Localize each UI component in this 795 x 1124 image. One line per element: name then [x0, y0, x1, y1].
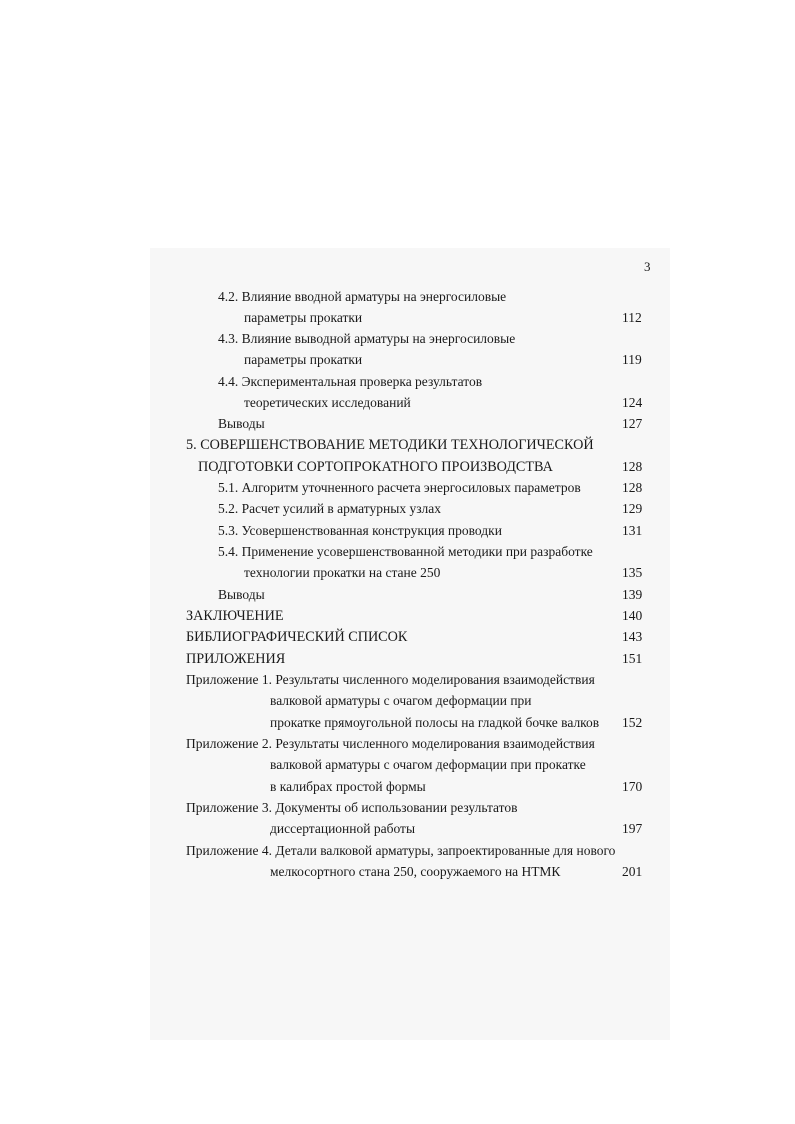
toc-entry-text: 5.1. Алгоритм уточненного расчета энергосиловых параметров — [218, 480, 581, 495]
toc-entry-text: Приложение 4. Детали валковой арматуры, запроектированные для нового — [186, 843, 616, 858]
toc-entry-text: валковой арматуры с очагом деформации при прокатке — [270, 757, 586, 772]
toc-entry-text: теоретических исследований — [244, 395, 411, 410]
toc-entry-page: 151 — [622, 651, 643, 666]
toc-entry-text: валковой арматуры с очагом деформации при — [270, 693, 532, 708]
toc-entry-text: Приложение 1. Результаты численного моделирования взаимодействия — [186, 672, 595, 687]
toc-entry-page: 128 — [622, 459, 643, 474]
toc-entry-text: параметры прокатки — [244, 352, 363, 367]
toc-entry-text: 5.4. Применение усовершенствованной методики при разработке — [218, 544, 593, 559]
toc-entry-page: 143 — [622, 629, 643, 644]
toc-chapter-heading: БИБЛИОГРАФИЧЕСКИЙ СПИСОК — [186, 629, 408, 645]
toc-entry-text: 5.3. Усовершенствованная конструкция проводки — [218, 523, 502, 538]
toc-entry-text: 5.2. Расчет усилий в арматурных узлах — [218, 501, 442, 516]
toc-entry-page: 131 — [622, 523, 643, 538]
toc-chapter-heading: 5. СОВЕРШЕНСТВОВАНИЕ МЕТОДИКИ ТЕХНОЛОГИЧЕСКОЙ — [186, 437, 594, 453]
toc-entry-page: 152 — [622, 715, 643, 730]
toc-chapter-heading: ПРИЛОЖЕНИЯ — [186, 651, 286, 667]
toc-entry-page: 128 — [622, 480, 643, 495]
toc-entry-text: Выводы — [218, 587, 265, 602]
toc-entry-page: 127 — [622, 416, 643, 431]
toc-entry-page: 201 — [622, 864, 643, 879]
toc-entry-page: 140 — [622, 608, 643, 623]
toc-entry-text: Приложение 2. Результаты численного моделирования взаимодействия — [186, 736, 595, 751]
toc-entry-text: технологии прокатки на стане 250 — [244, 565, 441, 580]
toc-entry-text: 4.4. Экспериментальная проверка результатов — [218, 374, 483, 389]
toc-chapter-heading: ПОДГОТОВКИ СОРТОПРОКАТНОГО ПРОИЗВОДСТВА — [198, 459, 553, 475]
toc-entry-page: 135 — [622, 565, 643, 580]
toc-entry-page: 139 — [622, 587, 643, 602]
toc-entry-page: 129 — [622, 501, 643, 516]
toc-entry-text: прокатке прямоугольной полосы на гладкой бочке валков — [270, 715, 600, 730]
toc-entry-page: 124 — [622, 395, 643, 410]
toc-entry-page: 170 — [622, 779, 643, 794]
toc-entry-text: 4.3. Влияние выводной арматуры на энергосиловые — [218, 331, 516, 346]
toc-entry-text: в калибрах простой формы — [270, 779, 426, 794]
toc-entry-text: 4.2. Влияние вводной арматуры на энергосиловые — [218, 289, 507, 304]
toc-entry-text: диссертационной работы — [270, 821, 416, 836]
toc-entry-text: мелкосортного стана 250, сооружаемого на НТМК — [270, 864, 561, 879]
toc-entry-text: параметры прокатки — [244, 310, 363, 325]
toc-entry-page: 119 — [622, 352, 642, 367]
toc-entry-page: 112 — [622, 310, 642, 325]
toc-entry-text: Выводы — [218, 416, 265, 431]
page-number: 3 — [644, 259, 651, 274]
toc-entry-page: 197 — [622, 821, 643, 836]
toc-entry-text: Приложение 3. Документы об использовании результатов — [186, 800, 518, 815]
toc-chapter-heading: ЗАКЛЮЧЕНИЕ — [186, 608, 284, 624]
